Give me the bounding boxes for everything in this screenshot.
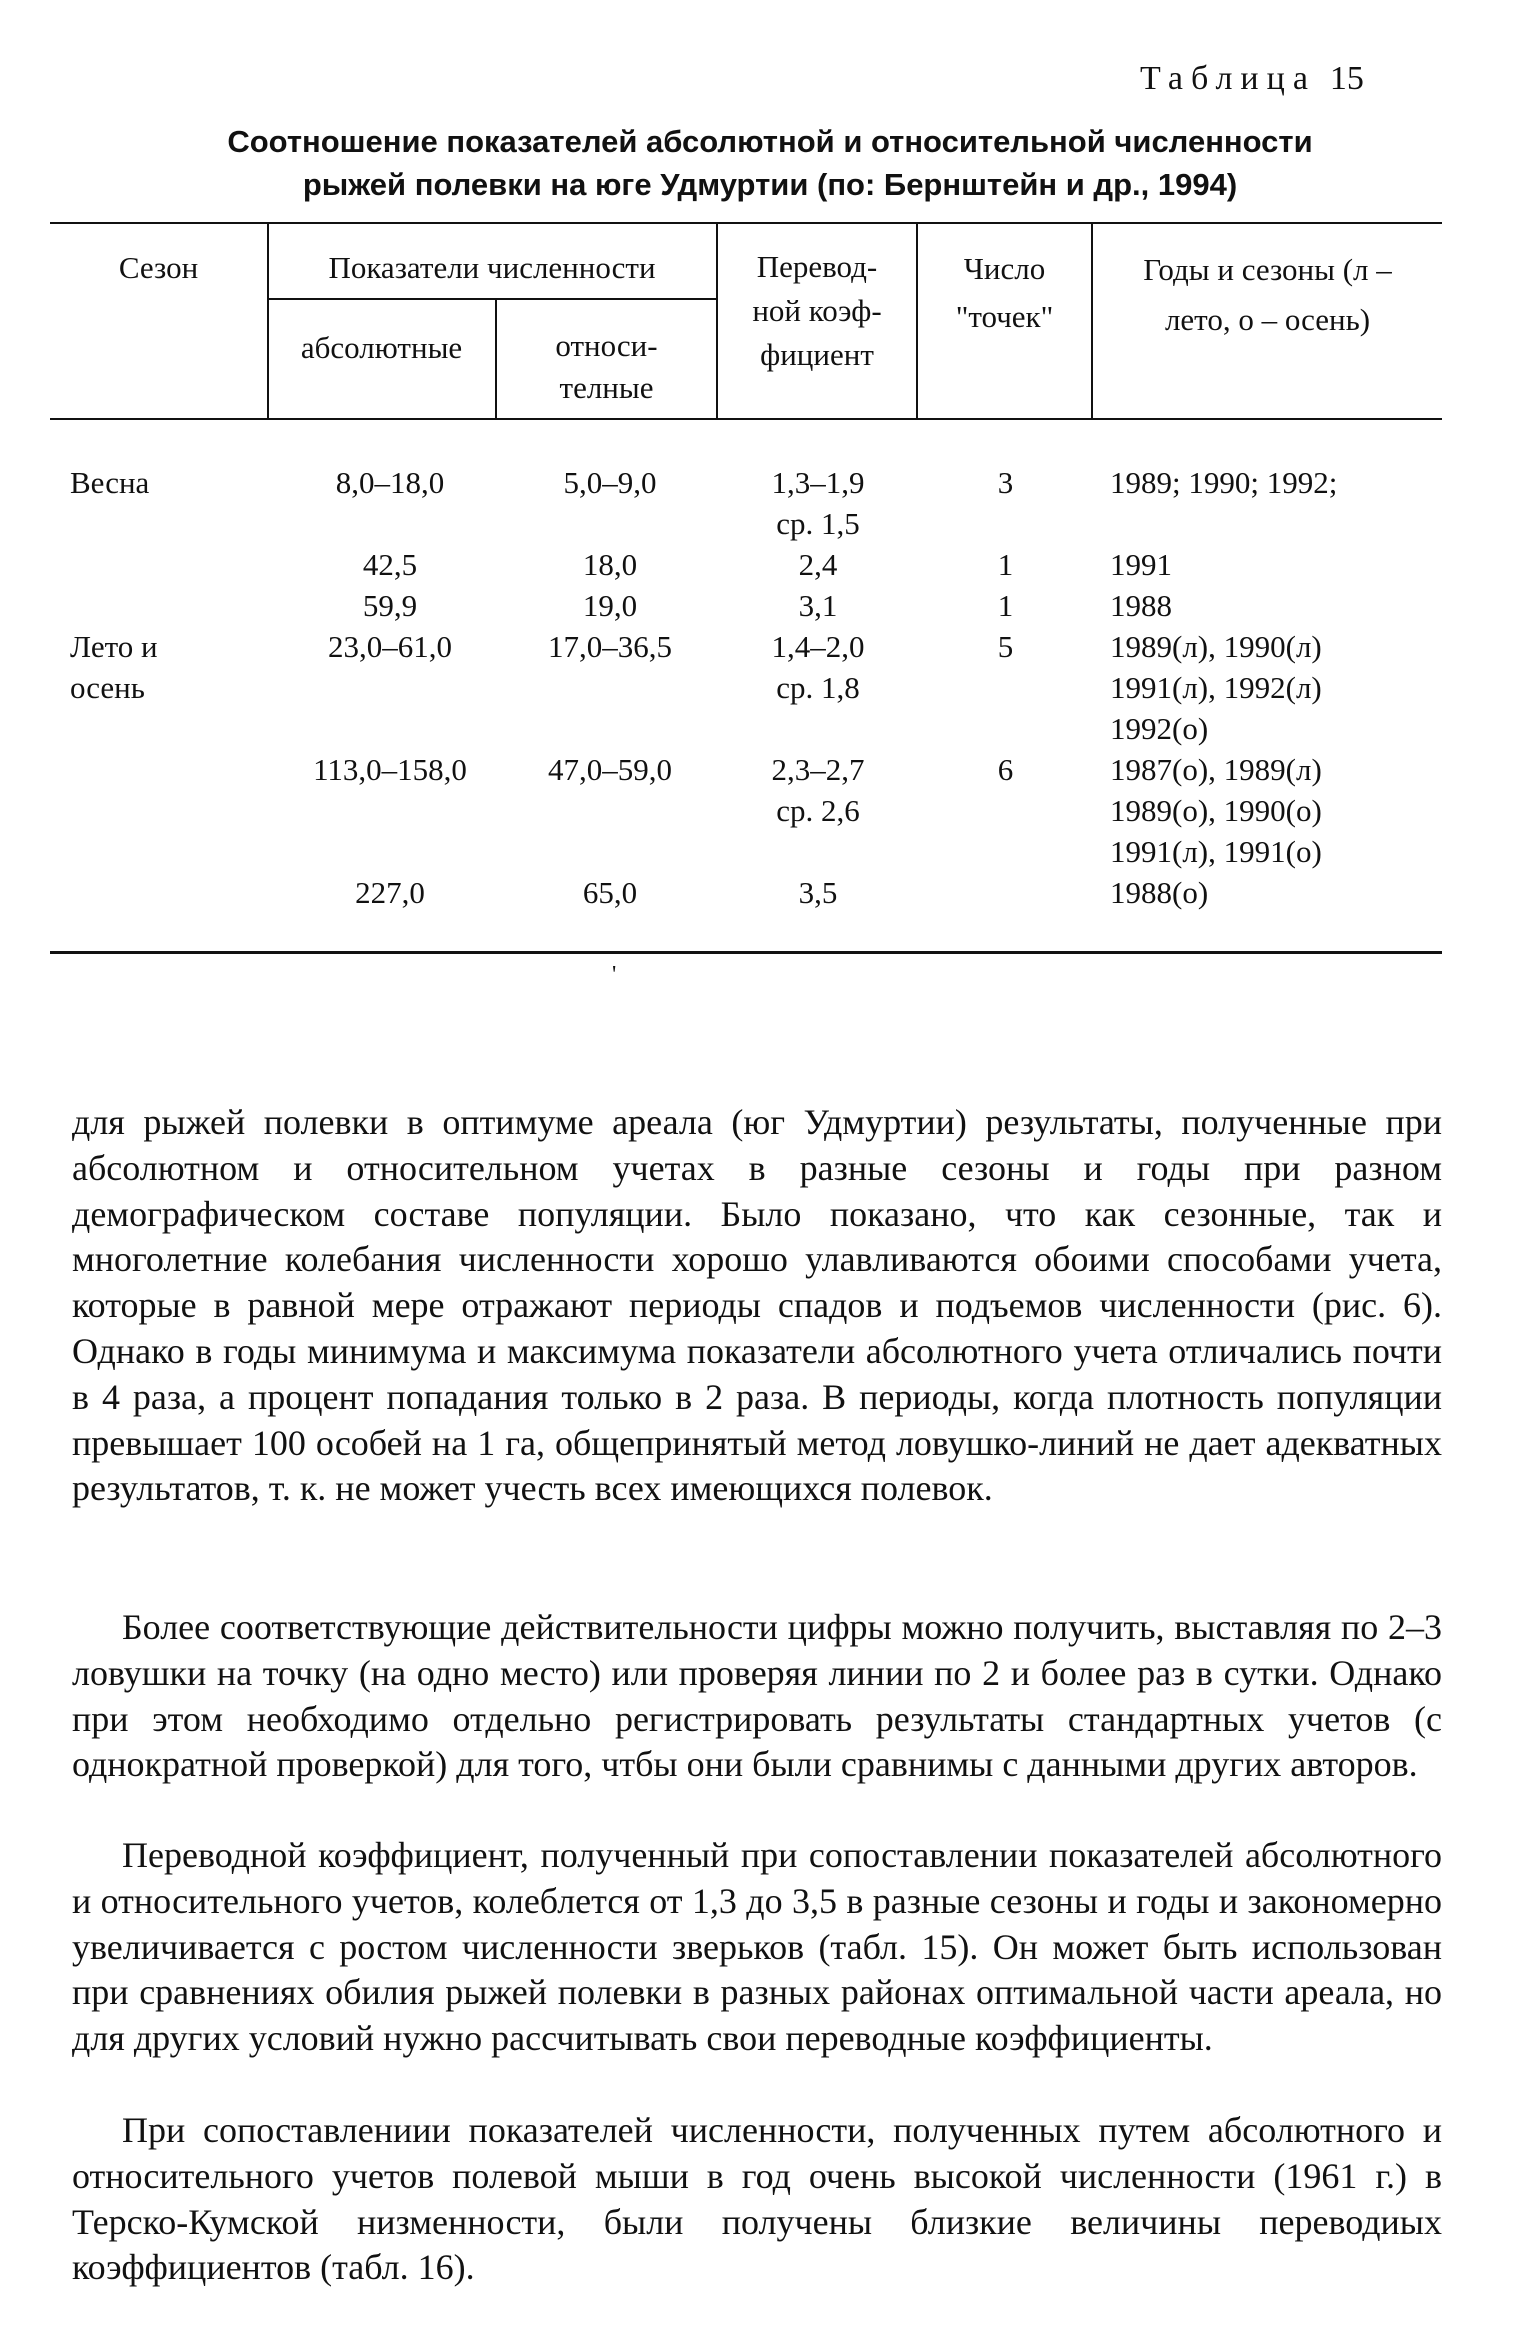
row-season: Лето и: [70, 629, 158, 664]
row-coefficient: 2,4: [798, 547, 838, 582]
row-points: 1: [997, 547, 1014, 582]
row-relative: 47,0–59,0: [548, 752, 672, 787]
row-absolute: 227,0: [355, 875, 425, 910]
header-points-line-2: "точек": [955, 299, 1054, 334]
header-points-line-1: Число: [963, 251, 1046, 286]
row-coefficient-avg: ср. 1,8: [776, 670, 860, 705]
row-years: 1991(л), 1992(л): [1110, 670, 1322, 705]
header-years: [1093, 245, 1442, 345]
row-coefficient: 1,4–2,0: [771, 629, 865, 664]
row-relative: 65,0: [582, 875, 638, 910]
table-bottom-rule: [50, 951, 1442, 954]
row-points: 5: [997, 629, 1014, 664]
table-label: [1140, 60, 1364, 98]
paragraph-4: При сопоставлениии показателей численности, полученных путем абсолютного и относительного учетов полевой мыши в год очень высокой численности (1961 г.) в Терско-Кумской низменности, были получены близкие величины переводиых коэффициентов (табл. 16).: [72, 2110, 1442, 2288]
row-years: 1989(л), 1990(л): [1110, 629, 1322, 664]
row-years: 1991: [1110, 547, 1172, 582]
row-years: 1988(о): [1110, 875, 1209, 910]
row-coefficient: 3,5: [798, 875, 838, 910]
header-relative-line-1: относи-: [555, 328, 658, 363]
table-header-rule: [50, 418, 1442, 420]
row-coefficient-avg: ср. 2,6: [776, 793, 860, 828]
row-relative: 5,0–9,0: [563, 465, 657, 500]
header-coef-line-2: ной коэф-: [752, 293, 882, 328]
row-points: 3: [997, 465, 1014, 500]
row-season: Весна: [70, 465, 150, 500]
row-relative: 17,0–36,5: [548, 629, 672, 664]
stray-mark: ': [612, 962, 617, 988]
row-season-line-2: осень: [70, 670, 145, 705]
row-points: 1: [997, 588, 1014, 623]
row-years: 1987(о), 1989(л): [1110, 752, 1322, 787]
header-season: Сезон: [118, 250, 199, 285]
paragraph-2: Более соответствующие действительности цифры можно получить, выставляя по 2–3 ловушки на точку (на одно место) или проверяя линии по 2 и более раз в сутки. Однако при этом необходимо отдельно регистрировать результаты стандартных учетов (с однократной проверкой) для того, чтбы они были сравнимы с данными других авторов.: [72, 1607, 1442, 1785]
header-relative-line-2: телные: [559, 370, 654, 405]
header-coef-line-1: Перевод-: [756, 249, 878, 284]
row-absolute: 8,0–18,0: [335, 465, 445, 500]
header-coefficient: [718, 245, 916, 377]
row-coefficient: 1,3–1,9: [771, 465, 865, 500]
row-coefficient-avg: ср. 1,5: [776, 506, 860, 541]
table-label-number: 15: [1329, 60, 1364, 97]
header-coef-line-3: фициент: [760, 337, 874, 372]
row-years: 1989(о), 1990(о): [1110, 793, 1322, 828]
table-caption-line-2: рыжей полевки на юге Удмуртии (по: Бернштейн и др., 1994): [302, 167, 1238, 202]
row-absolute: 23,0–61,0: [328, 629, 452, 664]
row-relative: 19,0: [582, 588, 638, 623]
header-points: [918, 245, 1091, 341]
table-caption-line-1: Соотношение показателей абсолютной и относительной численности: [227, 124, 1313, 159]
row-years: 1989; 1990; 1992;: [1110, 465, 1338, 500]
header-years-line-2: лето, о – осень): [1164, 302, 1371, 337]
row-years: 1988: [1110, 588, 1172, 623]
paragraph-3: Переводной коэффициент, полученный при сопоставлении показателей абсолютного и относительного учетов, колеблется от 1,3 до 3,5 в разные сезоны и годы и закономерно увеличивается с ростом численности зверьков (табл. 15). Он может быть использован при сравнениях обилия рыжей полевки в разных районах оптимальной части ареала, но для других условий нужно рассчитывать свои переводные коэффициенты.: [72, 1835, 1442, 2059]
row-absolute: 59,9: [362, 588, 418, 623]
row-absolute: 113,0–158,0: [313, 752, 467, 787]
header-relative: [497, 325, 716, 409]
header-indicators: Показатели численности: [328, 250, 656, 285]
header-absolute: абсолютные: [300, 330, 463, 365]
indicators-sub-rule: [268, 298, 716, 300]
table-label-word: Таблица: [1140, 60, 1316, 97]
header-years-line-1: Годы и сезоны (л –: [1143, 252, 1392, 287]
table-top-rule: [50, 222, 1442, 224]
paragraph-1: для рыжей полевки в оптимуме ареала (юг Удмуртии) результаты, полученные при абсолютном и относительном учетах в разные сезоны и годы при разном демографическом составе популяции. Было показано, что как сезонные, так и многолетние колебания численности хорошо улавливаются обоими способами учета, которые в равной мере отражают периоды спадов и подъемов численности (рис. 6). Однако в годы минимума и максимума показатели абсолютного учета отличались почти в 4 раза, а процент попадания только в 2 раза. В периоды, когда плотность популяции превышает 100 особей на 1 га, общепринятый метод ловушко-линий не дает адекватных результатов, т. к. не может учесть всех имеющихся полевок.: [72, 1102, 1442, 1509]
row-years: 1992(о): [1110, 711, 1209, 746]
row-coefficient: 2,3–2,7: [771, 752, 865, 787]
row-absolute: 42,5: [362, 547, 418, 582]
row-points: 6: [997, 752, 1014, 787]
row-relative: 18,0: [582, 547, 638, 582]
row-coefficient: 3,1: [798, 588, 838, 623]
row-years: 1991(л), 1991(о): [1110, 834, 1322, 869]
